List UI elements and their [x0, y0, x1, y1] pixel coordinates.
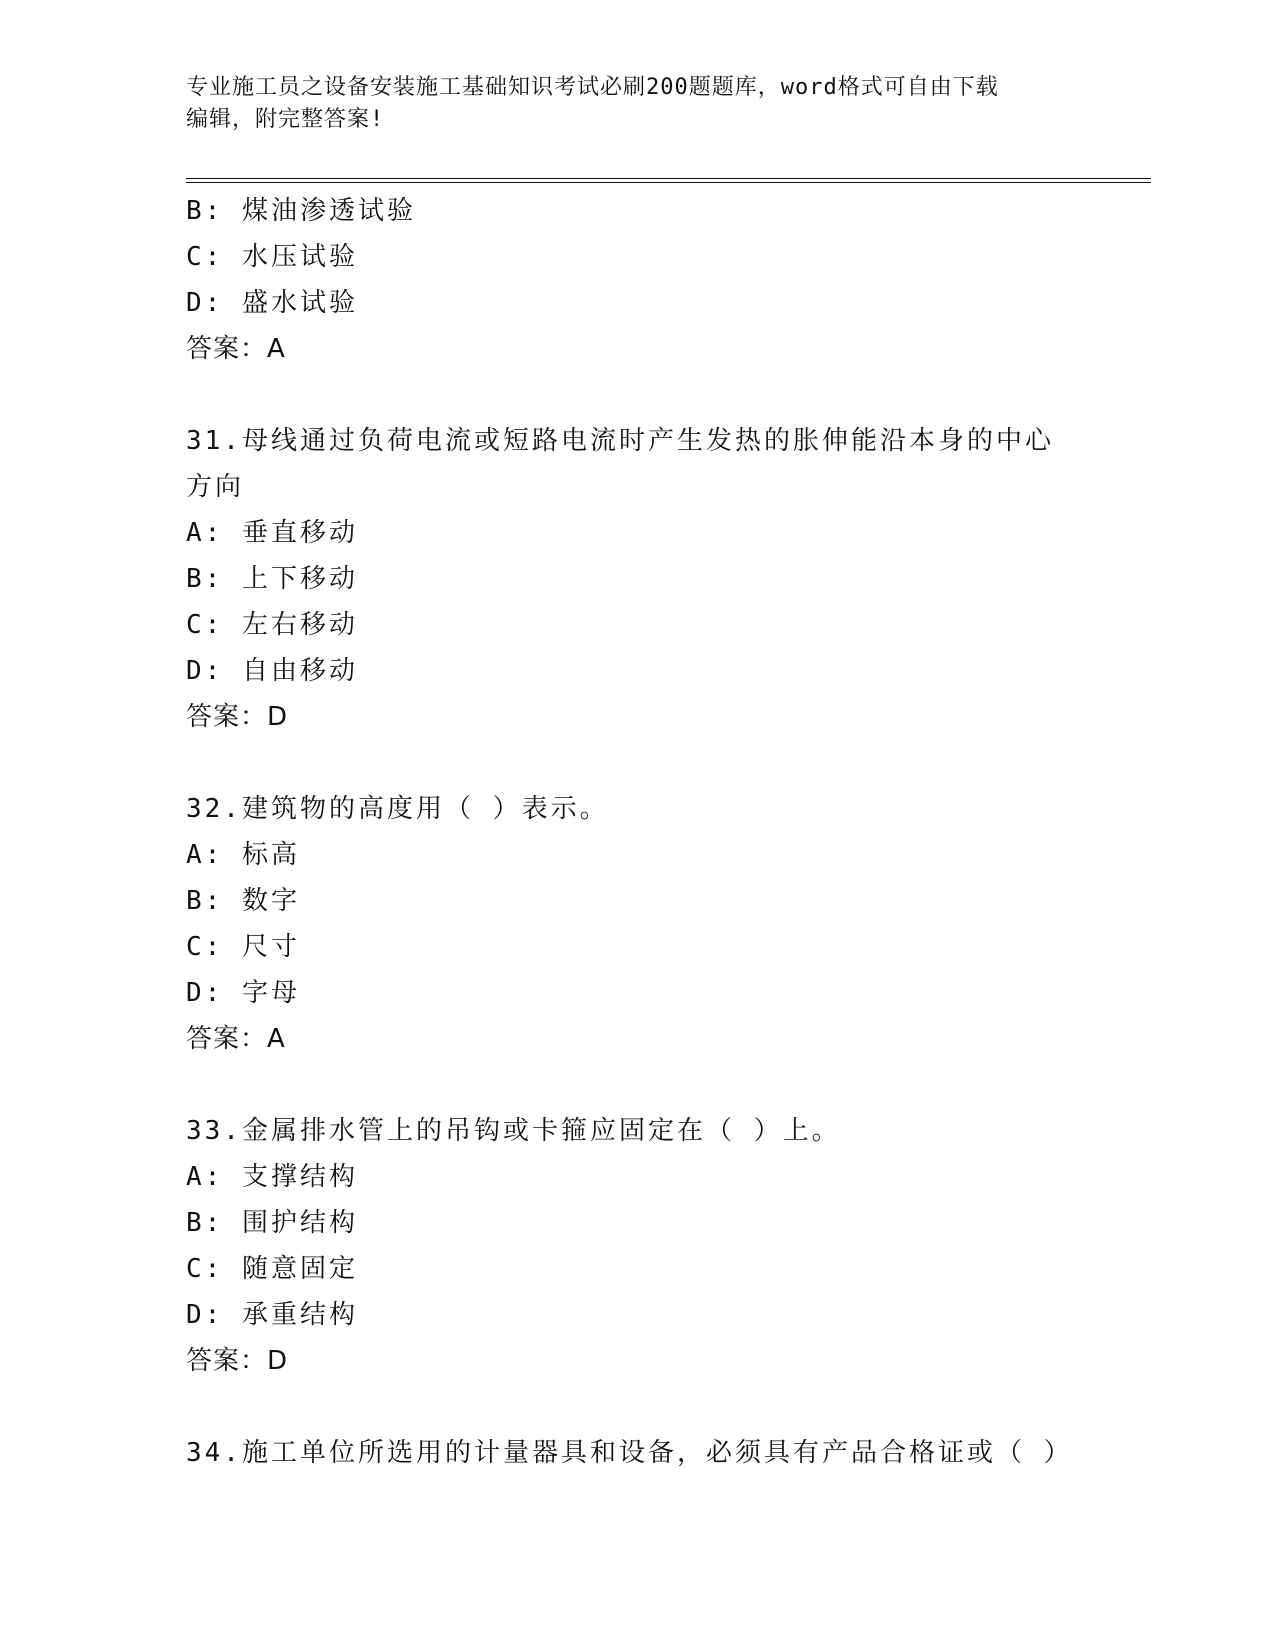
question-32 — [186, 786, 1086, 1062]
header-divider-top — [186, 178, 1151, 179]
question-33 — [186, 1108, 1086, 1384]
option-b: B: 上下移动 — [186, 564, 358, 594]
answer: 答案：A — [186, 334, 286, 364]
option-b: B: 煤油渗透试验 — [186, 196, 416, 226]
option-c: C: 随意固定 — [186, 1254, 358, 1284]
option-a: A: 垂直移动 — [186, 518, 358, 548]
option-a: A: 标高 — [186, 840, 300, 870]
question-30-continued — [186, 188, 1086, 372]
question-stem: 34.施工单位所选用的计量器具和设备，必须具有产品合格证或（ ） — [186, 1438, 1073, 1468]
question-31 — [186, 418, 1086, 740]
option-d: D: 盛水试验 — [186, 288, 358, 318]
option-b: B: 数字 — [186, 886, 300, 916]
option-c: C: 左右移动 — [186, 610, 358, 640]
header-title-line-2: 编辑，附完整答案! — [186, 107, 385, 132]
option-d: D: 承重结构 — [186, 1300, 358, 1330]
header-divider-bottom — [186, 182, 1151, 183]
answer: 答案：D — [186, 1346, 289, 1376]
option-b: B: 围护结构 — [186, 1208, 358, 1238]
document-body — [186, 188, 1086, 1476]
question-34 — [186, 1430, 1086, 1476]
question-stem: 33.金属排水管上的吊钩或卡箍应固定在（ ）上。 — [186, 1116, 841, 1146]
answer: 答案：D — [186, 702, 289, 732]
option-c: C: 水压试验 — [186, 242, 358, 272]
question-stem: 31.母线通过负荷电流或短路电流时产生发热的胀伸能沿本身的中心方向 — [186, 426, 1054, 502]
option-d: D: 字母 — [186, 978, 300, 1008]
option-c: C: 尺寸 — [186, 932, 300, 962]
option-d: D: 自由移动 — [186, 656, 358, 686]
option-a: A: 支撑结构 — [186, 1162, 358, 1192]
document-header — [186, 72, 1086, 136]
answer: 答案：A — [186, 1024, 286, 1054]
header-title-line-1: 专业施工员之设备安装施工基础知识考试必刷200题题库，word格式可自由下载 — [186, 75, 999, 100]
question-stem: 32.建筑物的高度用（ ）表示。 — [186, 794, 609, 824]
